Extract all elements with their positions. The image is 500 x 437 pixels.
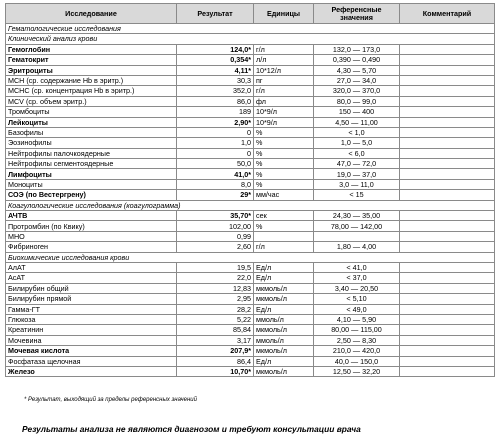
table-row: [6, 117, 495, 127]
header-name: Исследование: [6, 4, 177, 24]
cell-reference: 3,40 — 20,50: [314, 283, 400, 293]
table-row: [6, 262, 495, 272]
cell-reference: 1,0 — 5,0: [314, 138, 400, 148]
cell-result: 86,0: [177, 96, 254, 106]
cell-test-name: Эритроциты: [6, 65, 177, 75]
cell-reference: 78,00 — 142,00: [314, 221, 400, 231]
cell-unit: ммоль/л: [254, 335, 314, 345]
cell-test-name: АЧТВ: [6, 211, 177, 221]
cell-unit: л/л: [254, 55, 314, 65]
table-row: [6, 190, 495, 200]
cell-reference: < 41,0: [314, 262, 400, 272]
section-title: Биохимические исследования крови: [6, 252, 495, 262]
cell-reference: < 5,10: [314, 294, 400, 304]
cell-result: 352,0: [177, 86, 254, 96]
cell-test-name: Мочевая кислота: [6, 346, 177, 356]
cell-comment: [400, 346, 495, 356]
cell-test-name: Железо: [6, 366, 177, 376]
table-row: [6, 96, 495, 106]
cell-comment: [400, 304, 495, 314]
table-row: [6, 107, 495, 117]
section-title: Коагулологические исследования (коагулограмма): [6, 200, 495, 210]
cell-test-name: АлАТ: [6, 262, 177, 272]
cell-test-name: МСН (ср. содержание Hb в эритр.): [6, 75, 177, 85]
table-row: [6, 55, 495, 65]
cell-result: 29*: [177, 190, 254, 200]
results-body: [6, 24, 495, 377]
cell-test-name: Нейтрофилы палочкоядерные: [6, 148, 177, 158]
table-row: [6, 65, 495, 75]
cell-result: 1,0: [177, 138, 254, 148]
cell-result: 30,3: [177, 75, 254, 85]
cell-result: 86,4: [177, 356, 254, 366]
cell-comment: [400, 335, 495, 345]
cell-comment: [400, 179, 495, 189]
table-row: [6, 366, 495, 376]
table-row: [6, 75, 495, 85]
cell-reference: 4,50 — 11,00: [314, 117, 400, 127]
cell-test-name: Креатинин: [6, 325, 177, 335]
cell-result: 2,90*: [177, 117, 254, 127]
header-comment: Комментарий: [400, 4, 495, 24]
table-row: [6, 211, 495, 221]
table-row: [6, 86, 495, 96]
cell-test-name: MCV (ср. объем эритр.): [6, 96, 177, 106]
table-row: [6, 138, 495, 148]
cell-comment: [400, 273, 495, 283]
header-units: Единицы: [254, 4, 314, 24]
cell-result: 124,0*: [177, 44, 254, 54]
cell-test-name: Базофилы: [6, 127, 177, 137]
cell-result: 0: [177, 127, 254, 137]
cell-comment: [400, 211, 495, 221]
section-title: Клинический анализ крови: [6, 34, 495, 44]
cell-test-name: Эозинофилы: [6, 138, 177, 148]
table-row: [6, 283, 495, 293]
cell-result: 50,0: [177, 159, 254, 169]
section-header-row: [6, 24, 495, 34]
cell-unit: мкмоль/л: [254, 325, 314, 335]
cell-comment: [400, 44, 495, 54]
table-row: [6, 242, 495, 252]
cell-comment: [400, 262, 495, 272]
cell-unit: мкмоль/л: [254, 346, 314, 356]
cell-reference: 150 — 400: [314, 107, 400, 117]
table-row: [6, 221, 495, 231]
cell-comment: [400, 231, 495, 241]
cell-unit: %: [254, 148, 314, 158]
cell-comment: [400, 294, 495, 304]
cell-reference: 24,30 — 35,00: [314, 211, 400, 221]
section-title: Гематологические исследования: [6, 24, 495, 34]
cell-unit: фл: [254, 96, 314, 106]
cell-comment: [400, 356, 495, 366]
cell-result: 28,2: [177, 304, 254, 314]
cell-test-name: Тромбоциты: [6, 107, 177, 117]
table-row: [6, 356, 495, 366]
section-header-row: [6, 252, 495, 262]
cell-comment: [400, 366, 495, 376]
cell-reference: 3,0 — 11,0: [314, 179, 400, 189]
cell-reference: [314, 231, 400, 241]
cell-test-name: Лимфоциты: [6, 169, 177, 179]
cell-reference: 40,0 — 150,0: [314, 356, 400, 366]
cell-unit: пг: [254, 75, 314, 85]
cell-reference: 0,390 — 0,490: [314, 55, 400, 65]
cell-result: 8,0: [177, 179, 254, 189]
cell-comment: [400, 75, 495, 85]
cell-unit: сек: [254, 211, 314, 221]
cell-comment: [400, 86, 495, 96]
table-header-row: [6, 4, 495, 24]
cell-unit: г/л: [254, 86, 314, 96]
cell-test-name: Нейтрофилы сегментоядерные: [6, 159, 177, 169]
cell-comment: [400, 117, 495, 127]
cell-comment: [400, 138, 495, 148]
cell-reference: 2,50 — 8,30: [314, 335, 400, 345]
cell-result: 189: [177, 107, 254, 117]
cell-reference: 12,50 — 32,20: [314, 366, 400, 376]
cell-test-name: Билирубин общий: [6, 283, 177, 293]
cell-result: 4,11*: [177, 65, 254, 75]
cell-comment: [400, 314, 495, 324]
cell-test-name: Глюкоза: [6, 314, 177, 324]
cell-reference: 4,30 — 5,70: [314, 65, 400, 75]
cell-reference: 80,00 — 115,00: [314, 325, 400, 335]
cell-test-name: МСНС (ср. концентрация Hb в эритр.): [6, 86, 177, 96]
cell-result: 19,5: [177, 262, 254, 272]
cell-reference: 19,0 — 37,0: [314, 169, 400, 179]
cell-unit: [254, 231, 314, 241]
cell-reference: < 49,0: [314, 304, 400, 314]
cell-comment: [400, 107, 495, 117]
cell-comment: [400, 65, 495, 75]
cell-reference: < 1,0: [314, 127, 400, 137]
cell-unit: мкмоль/л: [254, 283, 314, 293]
cell-result: 0: [177, 148, 254, 158]
cell-result: 2,60: [177, 242, 254, 252]
cell-reference: 27,0 — 34,0: [314, 75, 400, 85]
table-row: [6, 294, 495, 304]
cell-result: 2,95: [177, 294, 254, 304]
cell-unit: Ед/л: [254, 304, 314, 314]
cell-reference: 1,80 — 4,00: [314, 242, 400, 252]
cell-comment: [400, 96, 495, 106]
cell-reference: 132,0 — 173,0: [314, 44, 400, 54]
cell-result: 207,9*: [177, 346, 254, 356]
cell-reference: 47,0 — 72,0: [314, 159, 400, 169]
cell-unit: 10*12/л: [254, 65, 314, 75]
cell-reference: < 37,0: [314, 273, 400, 283]
cell-test-name: Фосфатаза щелочная: [6, 356, 177, 366]
cell-unit: ммоль/л: [254, 314, 314, 324]
cell-test-name: Билирубин прямой: [6, 294, 177, 304]
table-row: [6, 314, 495, 324]
cell-reference: 4,10 — 5,90: [314, 314, 400, 324]
table-row: [6, 273, 495, 283]
cell-unit: %: [254, 138, 314, 148]
table-row: [6, 179, 495, 189]
cell-test-name: МНО: [6, 231, 177, 241]
table-row: [6, 304, 495, 314]
table-row: [6, 148, 495, 158]
header-reference: Референсные значения: [314, 4, 400, 24]
cell-unit: Ед/л: [254, 262, 314, 272]
table-row: [6, 346, 495, 356]
table-row: [6, 335, 495, 345]
cell-unit: %: [254, 159, 314, 169]
cell-test-name: Протромбин (по Квику): [6, 221, 177, 231]
cell-result: 102,00: [177, 221, 254, 231]
cell-result: 22,0: [177, 273, 254, 283]
cell-unit: мкмоль/л: [254, 366, 314, 376]
cell-reference: < 15: [314, 190, 400, 200]
footnote: * Результат, выходящий за пределы референсных значений: [24, 397, 197, 403]
cell-test-name: Гамма-ГТ: [6, 304, 177, 314]
table-row: [6, 127, 495, 137]
cell-unit: 10*9/л: [254, 107, 314, 117]
cell-reference: 210,0 — 420,0: [314, 346, 400, 356]
cell-result: 3,17: [177, 335, 254, 345]
header-result: Результат: [177, 4, 254, 24]
cell-result: 41,0*: [177, 169, 254, 179]
cell-unit: Ед/л: [254, 356, 314, 366]
cell-test-name: Гемоглобин: [6, 44, 177, 54]
lab-results-table: [5, 3, 495, 377]
cell-result: 0,99: [177, 231, 254, 241]
cell-unit: г/л: [254, 242, 314, 252]
cell-comment: [400, 169, 495, 179]
table-row: [6, 231, 495, 241]
cell-unit: %: [254, 221, 314, 231]
cell-test-name: Моноциты: [6, 179, 177, 189]
cell-result: 12,83: [177, 283, 254, 293]
cell-comment: [400, 190, 495, 200]
cell-comment: [400, 221, 495, 231]
cell-unit: Ед/л: [254, 273, 314, 283]
cell-test-name: Мочевина: [6, 335, 177, 345]
cell-reference: < 6,0: [314, 148, 400, 158]
cell-result: 10,70*: [177, 366, 254, 376]
cell-comment: [400, 148, 495, 158]
cell-comment: [400, 55, 495, 65]
cell-comment: [400, 283, 495, 293]
cell-unit: мм/час: [254, 190, 314, 200]
cell-reference: 320,0 — 370,0: [314, 86, 400, 96]
cell-result: 0,354*: [177, 55, 254, 65]
cell-unit: мкмоль/л: [254, 294, 314, 304]
table-row: [6, 159, 495, 169]
table-row: [6, 169, 495, 179]
cell-comment: [400, 127, 495, 137]
cell-test-name: Фибриноген: [6, 242, 177, 252]
table-row: [6, 44, 495, 54]
cell-result: 5,22: [177, 314, 254, 324]
cell-result: 35,70*: [177, 211, 254, 221]
cell-test-name: СОЭ (по Вестергрену): [6, 190, 177, 200]
cell-reference: 80,0 — 99,0: [314, 96, 400, 106]
table-row: [6, 325, 495, 335]
cell-unit: %: [254, 169, 314, 179]
cell-comment: [400, 159, 495, 169]
cell-test-name: Гематокрит: [6, 55, 177, 65]
cell-unit: г/л: [254, 44, 314, 54]
cell-unit: %: [254, 179, 314, 189]
cell-unit: %: [254, 127, 314, 137]
cell-result: 85,84: [177, 325, 254, 335]
cell-test-name: Лейкоциты: [6, 117, 177, 127]
cell-test-name: АсАТ: [6, 273, 177, 283]
disclaimer: Результаты анализа не являются диагнозом и требуют консультации врача: [22, 424, 361, 434]
cell-comment: [400, 242, 495, 252]
cell-comment: [400, 325, 495, 335]
section-header-row: [6, 34, 495, 44]
section-header-row: [6, 200, 495, 210]
cell-unit: 10*9/л: [254, 117, 314, 127]
